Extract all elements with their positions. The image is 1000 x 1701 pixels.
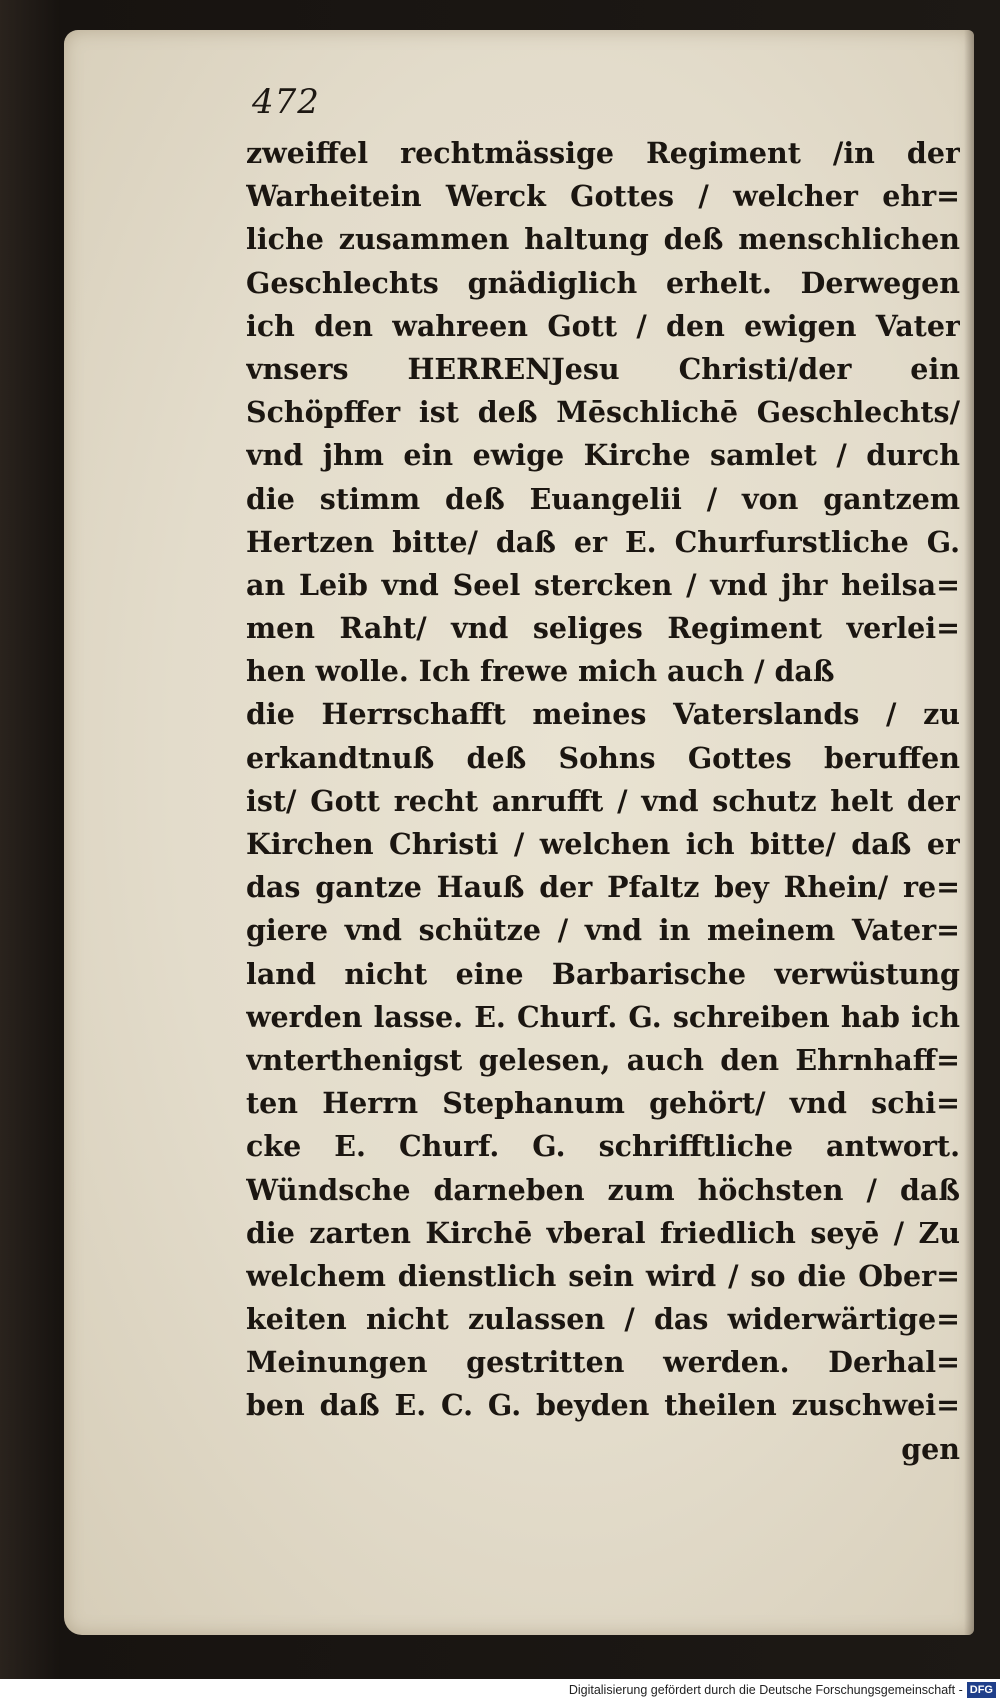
text-line: Kirchen Christi / welchen ich bitte/ daß er (246, 827, 960, 861)
text-line: men Raht/ vnd seliges Regiment verlei= (246, 611, 960, 646)
text-line: keiten nicht zulassen / das widerwärtige= (246, 1302, 960, 1337)
text-line: Wündsche darneben zum höchsten / daß (246, 1172, 960, 1207)
text-line: erkandtnuß deß Sohns Gottes beruffen (246, 740, 960, 775)
text-line: vnd jhm ein ewige Kirche samlet / durch (246, 438, 960, 473)
text-line: an Leib vnd Seel stercken / vnd jhr heilsa= (246, 567, 960, 602)
text-line: die Herrschafft meines Vaterslands / zu (246, 697, 960, 732)
dfg-logo: DFG (967, 1682, 996, 1698)
page-number: 472 (252, 82, 320, 122)
footer-credit-text: Digitalisierung gefördert durch die Deutsche Forschungsgemeinschaft - (568, 1683, 963, 1697)
text-line: Warheitein Werck Gottes / welcher ehr= (246, 179, 960, 214)
text-line: land nicht eine Barbarische verwüstung (246, 956, 960, 991)
text-line: Schöpffer ist deß Mēschlichē Geschlechts/ (246, 395, 960, 430)
text-line: welchem dienstlich sein wird / so die Ober= (246, 1258, 960, 1293)
text-line: Hertzen bitte/ daß er E. Churfurstliche G. (246, 524, 960, 559)
text-line: Meinungen gestritten werden. Derhal= (246, 1345, 960, 1380)
text-line: vnsers HERRENJesu Christi/der ein (246, 351, 960, 386)
text-line: ben daß E. C. G. beyden theilen zuschwei= (246, 1388, 960, 1423)
text-line: die stimm deß Euangelii / von gantzem (246, 481, 960, 516)
text-line: werden lasse. E. Churf. G. schreiben hab ich (246, 999, 960, 1034)
text-line: Geschlechts gnädiglich erhelt. Derwegen (246, 265, 960, 300)
text-line: liche zusammen haltung deß menschlichen (246, 222, 960, 257)
text-line: ten Herrn Stephanum gehört/ vnd schi= (246, 1086, 960, 1121)
text-line: die zarten Kirchē vberal friedlich seyē / Zu (246, 1215, 960, 1250)
text-line: ich den wahreen Gott / den ewigen Vater (246, 308, 960, 343)
text-line: cke E. Churf. G. schrifftliche antwort. (246, 1129, 960, 1164)
text-line: ist/ Gott recht anrufft / vnd schutz helt der (246, 783, 960, 818)
text-line: giere vnd schütze / vnd in meinem Vater= (246, 913, 960, 948)
text-line: zweiffel rechtmässige Regiment /in der (246, 136, 960, 170)
text-line: das gantze Hauß der Pfaltz bey Rhein/ re= (246, 870, 960, 905)
footer-credit-bar (0, 1679, 1000, 1701)
text-line: hen wolle. Ich frewe mich auch / daß (246, 654, 835, 689)
text-line: vnterthenigst gelesen, auch den Ehrnhaff= (246, 1042, 960, 1077)
body-text (246, 132, 960, 1471)
catchword: gen (901, 1431, 960, 1466)
